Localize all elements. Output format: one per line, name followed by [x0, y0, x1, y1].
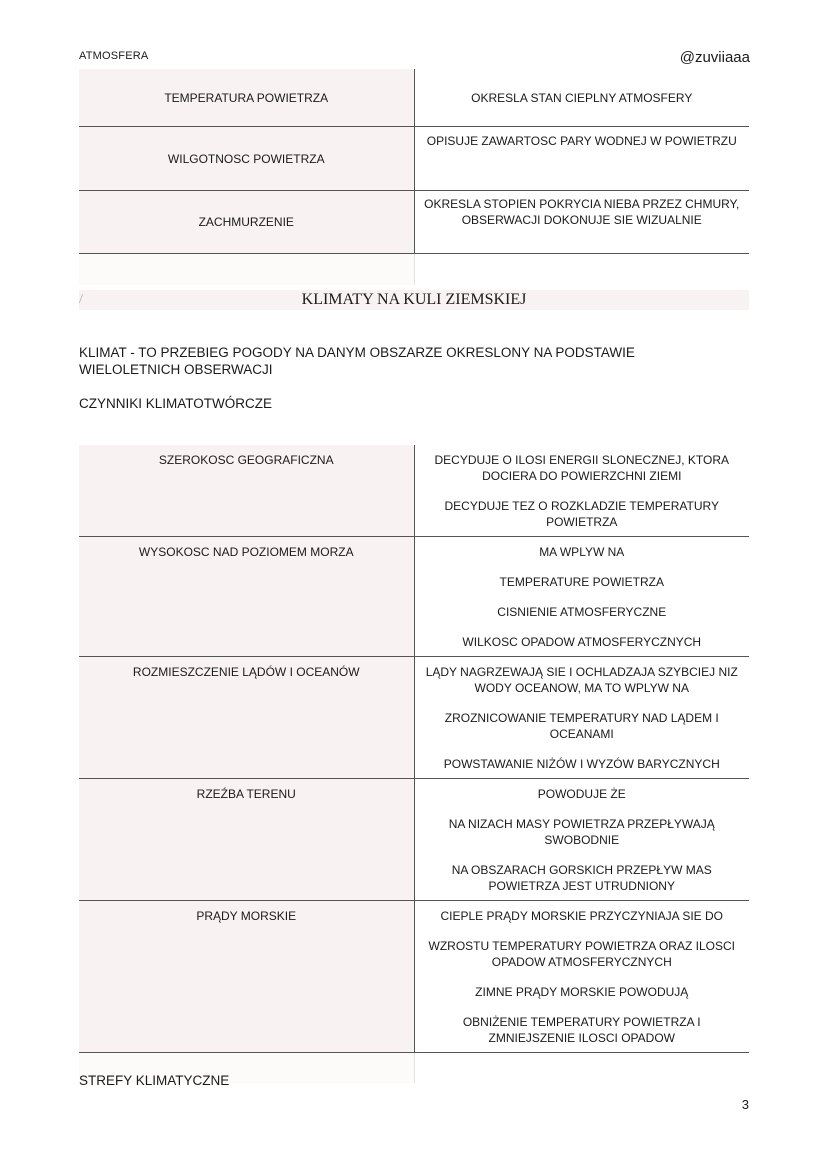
table-row-empty — [79, 254, 749, 286]
effect-line: POWODUJE ŻE — [537, 787, 626, 801]
effect-cell — [414, 779, 749, 901]
empty-cell — [414, 1053, 749, 1084]
description-cell: OPISUJE ZAWARTOSC PARY WODNEJ W POWIETRZU — [414, 127, 749, 191]
climate-factors-table — [79, 445, 749, 1083]
effect-line: WZROSTU TEMPERATURY POWIETRZA ORAZ ILOSCI OPADOW ATMOSFERYCZNYCH — [428, 939, 735, 969]
atmosphere-terms-table — [79, 69, 749, 285]
effect-cell — [414, 901, 749, 1053]
table-row — [79, 901, 749, 1053]
effect-line: DECYDUJE TEZ O ROZKLADZIE TEMPERATURY POWIETRZA — [444, 499, 719, 529]
effect-line: MA WPLYW NA — [539, 545, 625, 559]
effect-line: OBNIŻENIE TEMPERATURY POWIETRZA I ZMNIEJSZENIE ILOSCI OPADOW — [462, 1015, 701, 1045]
factor-cell: SZEROKOSC GEOGRAFICZNA — [79, 445, 414, 537]
table-row — [79, 779, 749, 901]
effect-line: TEMPERATURE POWIETRZA — [499, 575, 664, 589]
table-row — [79, 191, 749, 254]
effect-line: NA OBSZARACH GORSKICH PRZEPŁYW MAS POWIETRZA JEST UTRUDNIONY — [451, 863, 712, 893]
description-cell: OKRESLA STOPIEN POKRYCIA NIEBA PRZEZ CHMURY, OBSERWACJI DOKONUJE SIE WIZUALNIE — [414, 191, 749, 254]
effect-line: POWSTAWANIE NIŻÓW I WYZÓW BARYCZNYCH — [443, 757, 720, 771]
climate-zones-heading: STREFY KLIMATYCZNE — [79, 1073, 230, 1088]
description-cell: OKRESLA STAN CIEPLNY ATMOSFERY — [414, 69, 749, 127]
empty-cell — [79, 254, 414, 286]
factor-cell: WYSOKOSC NAD POZIOMEM MORZA — [79, 537, 414, 657]
section-title-text: KLIMATY NA KULI ZIEMSKIEJ — [301, 291, 527, 308]
page-number: 3 — [741, 1097, 749, 1112]
term-cell: WILGOTNOSC POWIETRZA — [79, 127, 414, 191]
effect-cell — [414, 537, 749, 657]
empty-cell — [414, 254, 749, 286]
effect-line: DECYDUJE O ILOSI ENERGII SLONECZNEJ, KTORA DOCIERA DO POWIERZCHNI ZIEMI — [434, 453, 729, 483]
effect-line: NA NIZACH MASY POWIETRZA PRZEPŁYWAJĄ SWOBODNIE — [448, 817, 715, 847]
effect-line: ZIMNE PRĄDY MORSKIE POWODUJĄ — [475, 985, 689, 999]
term-cell: ZACHMURZENIE — [79, 191, 414, 254]
table-row — [79, 69, 749, 127]
author-handle: @zuviiaaa — [679, 49, 750, 66]
table-row — [79, 445, 749, 537]
effect-line: CIEPLE PRĄDY MORSKIE PRZYCZYNIAJA SIE DO — [440, 909, 723, 923]
table-row — [79, 127, 749, 191]
effect-line: ZROZNICOWANIE TEMPERATURY NAD LĄDEM I OCEANAMI — [444, 711, 719, 741]
term-cell: TEMPERATURA POWIETRZA — [79, 69, 414, 127]
table-row — [79, 537, 749, 657]
effect-line: CISNIENIE ATMOSFERYCZNE — [497, 605, 667, 619]
effect-line: LĄDY NAGRZEWAJĄ SIE I OCHLADZAJA SZYBCIEJ NIZ WODY OCEANOW, MA TO WPLYW NA — [425, 665, 738, 695]
table-row — [79, 657, 749, 779]
effect-line: WILKOSC OPADOW ATMOSFERYCZNYCH — [462, 635, 702, 649]
document-header-title: ATMOSFERA — [79, 50, 149, 62]
climate-definition: KLIMAT - TO PRZEBIEG POGODY NA DANYM OBSZARZE OKRESLONY NA PODSTAWIE WIELOLETNICH OBSERWACJI — [79, 345, 635, 377]
factor-cell: PRĄDY MORSKIE — [79, 901, 414, 1053]
effect-cell — [414, 445, 749, 537]
title-slash-mark: / — [79, 292, 83, 307]
climate-factors-heading: CZYNNIKI KLIMATOTWÓRCZE — [79, 396, 273, 411]
effect-cell — [414, 657, 749, 779]
factor-cell: RZEŹBA TERENU — [79, 779, 414, 901]
factor-cell: ROZMIESZCZENIE LĄDÓW I OCEANÓW — [79, 657, 414, 779]
section-title — [79, 290, 749, 310]
